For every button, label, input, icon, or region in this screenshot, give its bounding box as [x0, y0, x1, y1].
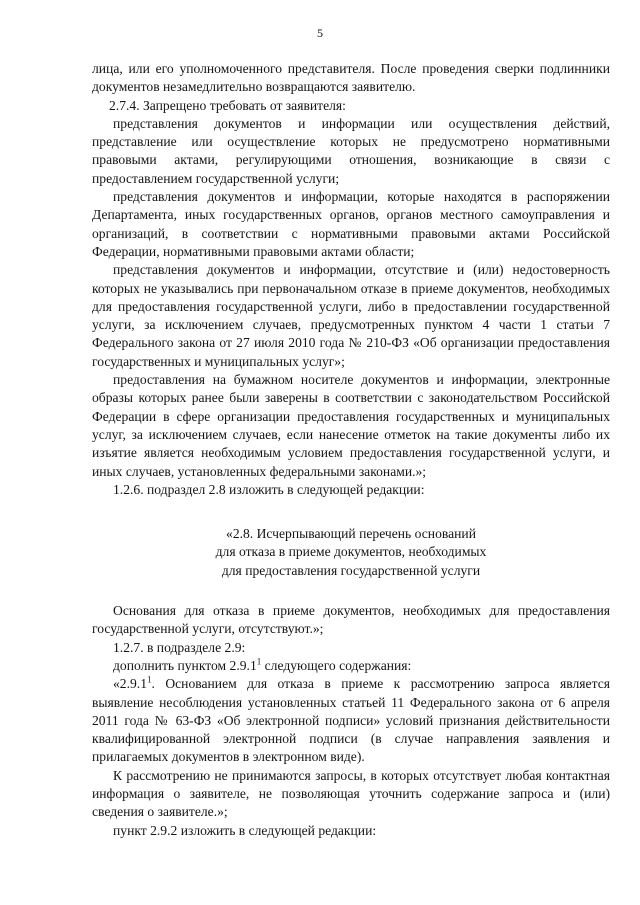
paragraph-list-item-2: представления документов и информации, которые находятся в распоряжении Департамента, иных государственных органов, органов местного самоуправления и организаций, в соответствии с нормативными правовыми актами Российской Федерации, нормативными правовыми актами области;	[92, 189, 610, 259]
paragraph-1-2-7: 1.2.7. в подразделе 2.9:	[113, 639, 246, 655]
paragraph-add-point: дополнить пунктом 2.9.1$^1$ следующего содержания:	[113, 656, 412, 673]
paragraph-list-item-4: предоставления на бумажном носителе документов и информации, электронные образы которых ранее были заверены в соответствии с законодательством Российской Федерации в сфере организации предоставления государственных и муниципальных услуг, за исключением случаев, если нанесение отметок на такие документы либо их изъятие является необходимым условием предоставления государственной услуги, и иных случаев, установленных федеральными законами.»;	[92, 372, 610, 479]
document-body	[92, 60, 610, 840]
paragraph-1-2-6: 1.2.6. подраздел 2.8 изложить в следующей редакции:	[113, 481, 425, 497]
paragraph-2-9-1-1: «2.9.1$^1$. Основанием для отказа в приеме к рассмотрению запроса является выявление несоблюдения установленных статьей 11 Федерального закона от 6 апреля 2011 года № 63-ФЗ «Об электронной подписи» условий признания действительности квалифицированной электронной подписи (в случае направления заявления и прилагаемых документов в электронном виде).	[92, 674, 610, 765]
paragraph-list-item-3: представления документов и информации, отсутствие и (или) недостоверность которых не указывались при первоначальном отказе в приеме документов, необходимых для предоставления государственной услуги, либо в предоставлении государственной услуги, за исключением случаев, предусмотренных пунктом 4 части 1 статьи 7 Федерального закона от 27 июля 2010 года № 210-ФЗ «Об организации предоставления государственных и муниципальных услуг»;	[92, 262, 610, 369]
paragraph-grounds: Основания для отказа в приеме документов, необходимых для предоставления государственной услуги, отсутствуют.»;	[92, 603, 610, 637]
paragraph-list-item-1: представления документов и информации или осуществления действий, представление или осуществление которых не предусмотрено нормативными правовыми актами, регулирующими отношения, возникающие в связи с предоставлением государственной услуги;	[92, 115, 610, 186]
section-heading-line-2: для отказа в приеме документов, необходимых	[215, 544, 487, 560]
paragraph-2-7-4: 2.7.4. Запрещено требовать от заявителя:	[109, 97, 346, 113]
paragraph-continuation: лица, или его уполномоченного представителя. После проведения сверки подлинники документов незамедлительно возвращаются заявителю.	[92, 61, 610, 95]
section-heading-line-3: для предоставления государственной услуги	[221, 562, 481, 578]
section-heading-line-1: «2.8. Исчерпывающий перечень оснований	[226, 526, 476, 542]
paragraph-2-9-2: пункт 2.9.2 изложить в следующей редакции:	[113, 822, 377, 838]
page-number: 5	[317, 26, 323, 40]
paragraph-requests-not-accepted: К рассмотрению не принимаются запросы, в которых отсутствует любая контактная информация о заявителе, не позволяющая уточнить содержание запроса и (или) сведения о заявителе.»;	[92, 767, 610, 820]
